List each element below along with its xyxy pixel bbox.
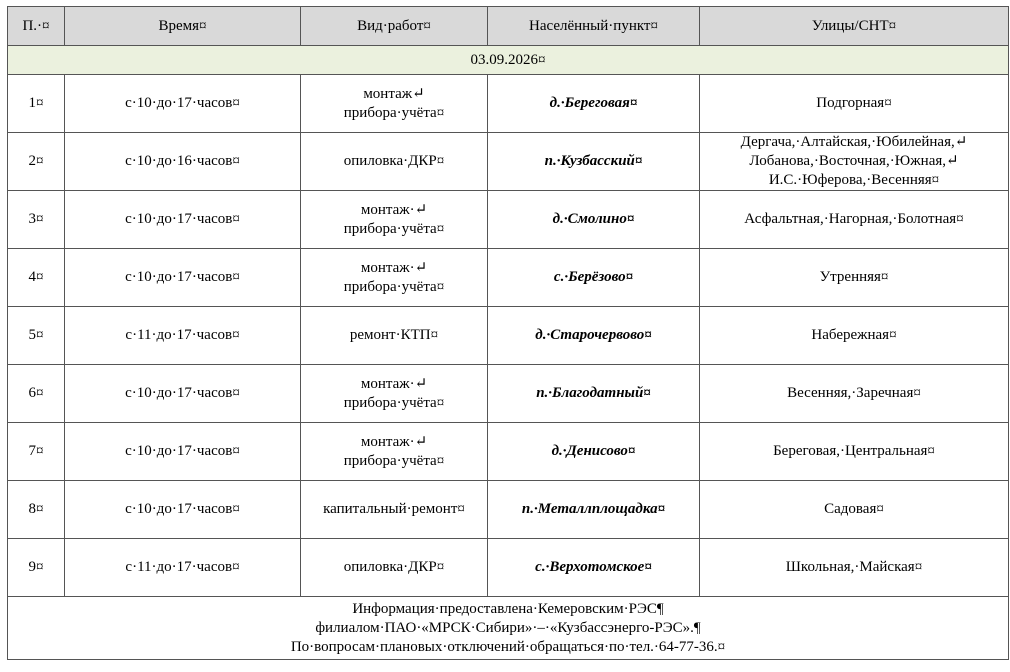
row-number: 4¤ (8, 249, 65, 307)
work-line: монтаж·↵ (360, 259, 428, 276)
date-row (8, 46, 1009, 75)
work-line: прибора·учёта¤ (343, 278, 445, 295)
row-number: 7¤ (8, 423, 65, 481)
row-locality: с.·Верхотомское¤ (488, 539, 700, 597)
footer-cell (8, 597, 1009, 660)
row-time: с·10·до·17·часов¤ (65, 481, 301, 539)
row-work-type (301, 481, 488, 539)
row-streets (700, 75, 1009, 133)
work-line: капитальный·ремонт¤ (323, 501, 465, 517)
work-line: ремонт·КТП¤ (349, 327, 439, 343)
street-line: Асфальтная,·Нагорная,·Болотная¤ (744, 211, 964, 227)
row-time: с·11·до·17·часов¤ (65, 539, 301, 597)
work-line: прибора·учёта¤ (343, 104, 445, 121)
header-work: Вид·работ¤ (301, 7, 488, 46)
work-line: монтаж·↵ (360, 375, 428, 392)
work-line: монтаж·↵ (360, 433, 428, 450)
row-streets (700, 307, 1009, 365)
row-locality: д.·Старочервово¤ (488, 307, 700, 365)
schedule-rows (8, 75, 1009, 597)
row-time: с·10·до·17·часов¤ (65, 249, 301, 307)
row-work-type (301, 191, 488, 249)
table-row (8, 249, 1009, 307)
row-streets (700, 133, 1009, 191)
row-streets (700, 249, 1009, 307)
row-time: с·10·до·17·часов¤ (65, 423, 301, 481)
row-work-type (301, 307, 488, 365)
street-line: Подгорная¤ (816, 95, 892, 111)
row-work-type (301, 539, 488, 597)
work-line: монтаж·↵ (360, 201, 428, 218)
table-row (8, 191, 1009, 249)
date-cell: 03.09.2026¤ (8, 46, 1009, 75)
row-work-type (301, 423, 488, 481)
footer-line: Информация·предоставлена·Кемеровским·РЭС¶ (352, 600, 664, 617)
table-row (8, 75, 1009, 133)
table-row (8, 307, 1009, 365)
row-work-type (301, 249, 488, 307)
footer-row (8, 597, 1009, 660)
row-locality: д.·Смолино¤ (488, 191, 700, 249)
row-work-type (301, 75, 488, 133)
outage-schedule-table (7, 6, 1009, 660)
row-number: 3¤ (8, 191, 65, 249)
street-line: Набережная¤ (811, 327, 897, 343)
row-locality: д.·Денисово¤ (488, 423, 700, 481)
street-line: Садовая¤ (824, 501, 884, 517)
row-locality: с.·Берёзово¤ (488, 249, 700, 307)
row-number: 6¤ (8, 365, 65, 423)
row-streets (700, 539, 1009, 597)
table-row (8, 365, 1009, 423)
row-number: 2¤ (8, 133, 65, 191)
street-line: Береговая,·Центральная¤ (773, 443, 935, 459)
table-row (8, 481, 1009, 539)
header-time: Время¤ (65, 7, 301, 46)
row-locality: п.·Кузбасский¤ (488, 133, 700, 191)
row-streets (700, 365, 1009, 423)
header-num: П.·¤ (8, 7, 65, 46)
table-row (8, 423, 1009, 481)
row-work-type (301, 365, 488, 423)
row-time: с·10·до·17·часов¤ (65, 75, 301, 133)
work-line: опиловка·ДКР¤ (343, 153, 445, 169)
street-line: Школьная,·Майская¤ (785, 559, 923, 575)
street-line: Дергача,·Алтайская,·Юбилейная,↵ (740, 134, 968, 150)
street-line: И.С.·Юферова,·Весенняя¤ (768, 172, 940, 188)
row-number: 5¤ (8, 307, 65, 365)
table-row (8, 539, 1009, 597)
street-line: Весенняя,·Заречная¤ (787, 385, 921, 401)
work-line: прибора·учёта¤ (343, 220, 445, 237)
row-streets (700, 481, 1009, 539)
row-locality: п.·Металлплощадка¤ (488, 481, 700, 539)
street-line: Утренняя¤ (819, 269, 889, 285)
footer-line: филиалом·ПАО·«МРСК·Сибири»·–·«Кузбассэнерго-РЭС».¶ (315, 619, 701, 636)
row-locality: д.·Береговая¤ (488, 75, 700, 133)
row-streets (700, 423, 1009, 481)
row-locality: п.·Благодатный¤ (488, 365, 700, 423)
footer-line: По·вопросам·плановых·отключений·обращаться·по·тел.·64-77-36.¤ (290, 638, 726, 655)
row-work-type (301, 133, 488, 191)
work-line: монтаж↵ (363, 85, 425, 102)
row-time: с·11·до·17·часов¤ (65, 307, 301, 365)
row-number: 9¤ (8, 539, 65, 597)
row-time: с·10·до·16·часов¤ (65, 133, 301, 191)
header-row (8, 7, 1009, 46)
row-time: с·10·до·17·часов¤ (65, 365, 301, 423)
row-number: 8¤ (8, 481, 65, 539)
work-line: прибора·учёта¤ (343, 452, 445, 469)
table-row (8, 133, 1009, 191)
work-line: прибора·учёта¤ (343, 394, 445, 411)
header-streets: Улицы/СНТ¤ (700, 7, 1009, 46)
work-line: опиловка·ДКР¤ (343, 559, 445, 575)
street-line: Лобанова,·Восточная,·Южная,↵ (749, 153, 959, 169)
header-locality: Населённый·пункт¤ (488, 7, 700, 46)
row-number: 1¤ (8, 75, 65, 133)
row-streets (700, 191, 1009, 249)
row-time: с·10·до·17·часов¤ (65, 191, 301, 249)
